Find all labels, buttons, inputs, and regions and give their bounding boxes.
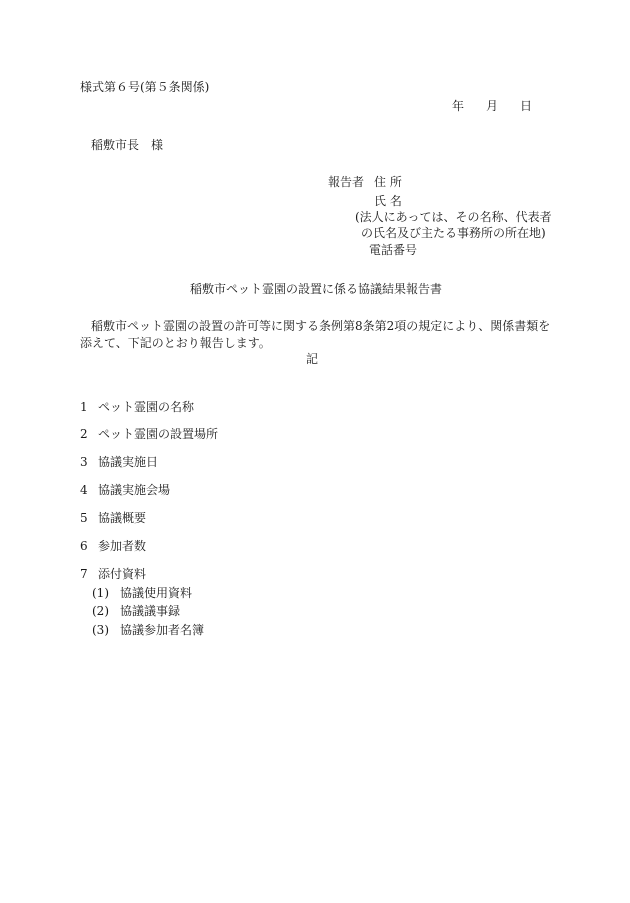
- reporter-label: 報告者: [328, 175, 365, 189]
- list-item: [80, 483, 170, 497]
- list-item-number: 7: [80, 567, 88, 581]
- date-day-label: 日: [520, 99, 533, 113]
- list-item-label: 協議実施会場: [98, 483, 171, 497]
- sub-list-item-number: (2): [92, 604, 109, 618]
- list-item-label: 協議概要: [98, 511, 147, 525]
- reporter-address-label: 住 所: [374, 175, 402, 189]
- sub-list-item-label: 協議使用資料: [120, 586, 193, 600]
- list-item: [80, 539, 146, 553]
- sub-list-item-number: (3): [92, 623, 109, 637]
- date-year-label: 年: [452, 99, 465, 113]
- list-item-number: 2: [80, 427, 88, 441]
- sub-list-item: [92, 586, 192, 600]
- list-item: [80, 511, 146, 525]
- sub-list-item: [92, 604, 180, 618]
- corporation-note-line2: の氏名及び主たる事務所の所在地): [361, 226, 546, 240]
- corporation-note-line1: (法人にあっては、その名称、代表者: [355, 210, 552, 224]
- list-item-number: 6: [80, 539, 88, 553]
- list-item-number: 1: [80, 400, 88, 414]
- body-paragraph: 稲敷市ペット霊園の設置の許可等に関する条例第8条第2項の規定により、関係書類を添えて、下記のとおり報告します。: [80, 319, 551, 350]
- sub-list-item-number: (1): [92, 586, 109, 600]
- ki-heading: 記: [306, 352, 319, 366]
- list-item-number: 5: [80, 511, 88, 525]
- addressee: 稲敷市長 様: [91, 138, 164, 152]
- date-line: [452, 99, 532, 113]
- sub-list-item-label: 協議議事録: [120, 604, 181, 618]
- date-month-label: 月: [486, 99, 499, 113]
- list-item: [80, 567, 146, 581]
- list-item-label: 参加者数: [98, 539, 147, 553]
- reporter-phone-label: 電話番号: [369, 243, 418, 257]
- list-item-label: 協議実施日: [98, 455, 159, 469]
- list-item-number: 4: [80, 483, 88, 497]
- sub-list-item: [92, 623, 204, 637]
- form-number-label: 様式第６号(第５条関係): [80, 80, 210, 94]
- list-item: [80, 455, 158, 469]
- reporter-name-label: 氏 名: [374, 194, 402, 208]
- list-item-label: 添付資料: [98, 567, 147, 581]
- list-item: [80, 427, 218, 441]
- list-item: [80, 400, 194, 414]
- list-item-label: ペット霊園の名称: [98, 400, 195, 414]
- list-item-number: 3: [80, 455, 88, 469]
- document-title: 稲敷市ペット霊園の設置に係る協議結果報告書: [190, 282, 443, 296]
- list-item-label: ペット霊園の設置場所: [98, 427, 219, 441]
- sub-list-item-label: 協議参加者名簿: [120, 623, 205, 637]
